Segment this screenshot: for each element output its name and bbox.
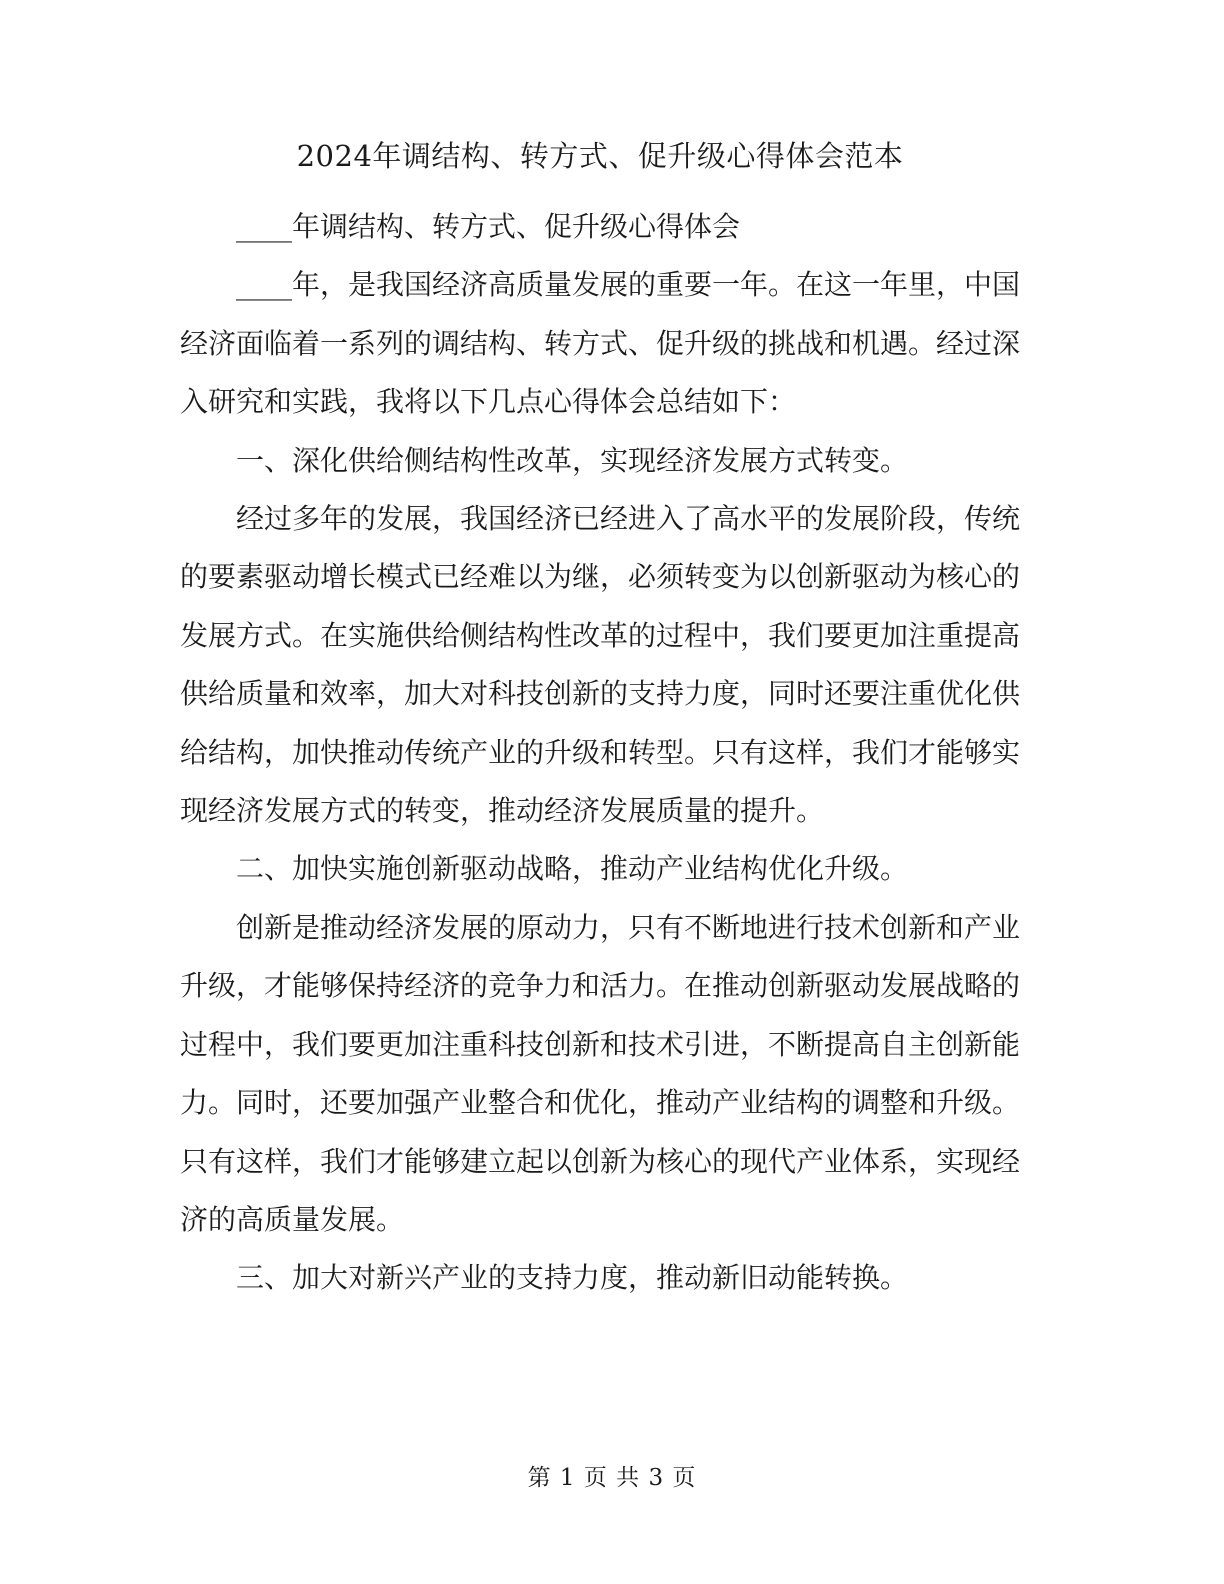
section-body-2: 创新是推动经济发展的原动力，只有不断地进行技术创新和产业升级，才能够保持经济的竞争力和活力。在推动创新驱动发展战略的过程中，我们要更加注重科技创新和技术引进，不断提高自主创新能力。同时，还要加强产业整合和优化，推动产业结构的调整和升级。只有这样，我们才能够建立起以创新为核心的现代产业体系，实现经济的高质量发展。 (180, 910, 1021, 1236)
document-title: 2024年调结构、转方式、促升级心得体会范本 (296, 139, 904, 173)
section-heading-2: 二、加快实施创新驱动战略，推动产业结构优化升级。 (236, 852, 909, 886)
document-body (180, 128, 1020, 1308)
subtitle-paragraph: ____年调结构、转方式、促升级心得体会 (236, 210, 741, 243)
section-heading-1: 一、深化供给侧结构性改革，实现经济发展方式转变。 (236, 443, 909, 477)
section-body-1: 经过多年的发展，我国经济已经进入了高水平的发展阶段，传统的要素驱动增长模式已经难以为继，必须转变为以创新驱动为核心的发展方式。在实施供给侧结构性改革的过程中，我们要更加注重提高供给质量和效率，加大对科技创新的支持力度，同时还要注重优化供给结构，加快推动传统产业的升级和转型。只有这样，我们才能够实现经济发展方式的转变，推动经济发展质量的提升。 (180, 502, 1021, 828)
page-number-footer: 第 1 页 共 3 页 (527, 1465, 697, 1491)
intro-paragraph: ____年，是我国经济高质量发展的重要一年。在这一年里，中国经济面临着一系列的调结构、转方式、促升级的挑战和机遇。经过深入研究和实践，我将以下几点心得体会总结如下： (180, 268, 1021, 419)
section-heading-3: 三、加大对新兴产业的支持力度，推动新旧动能转换。 (236, 1261, 909, 1295)
